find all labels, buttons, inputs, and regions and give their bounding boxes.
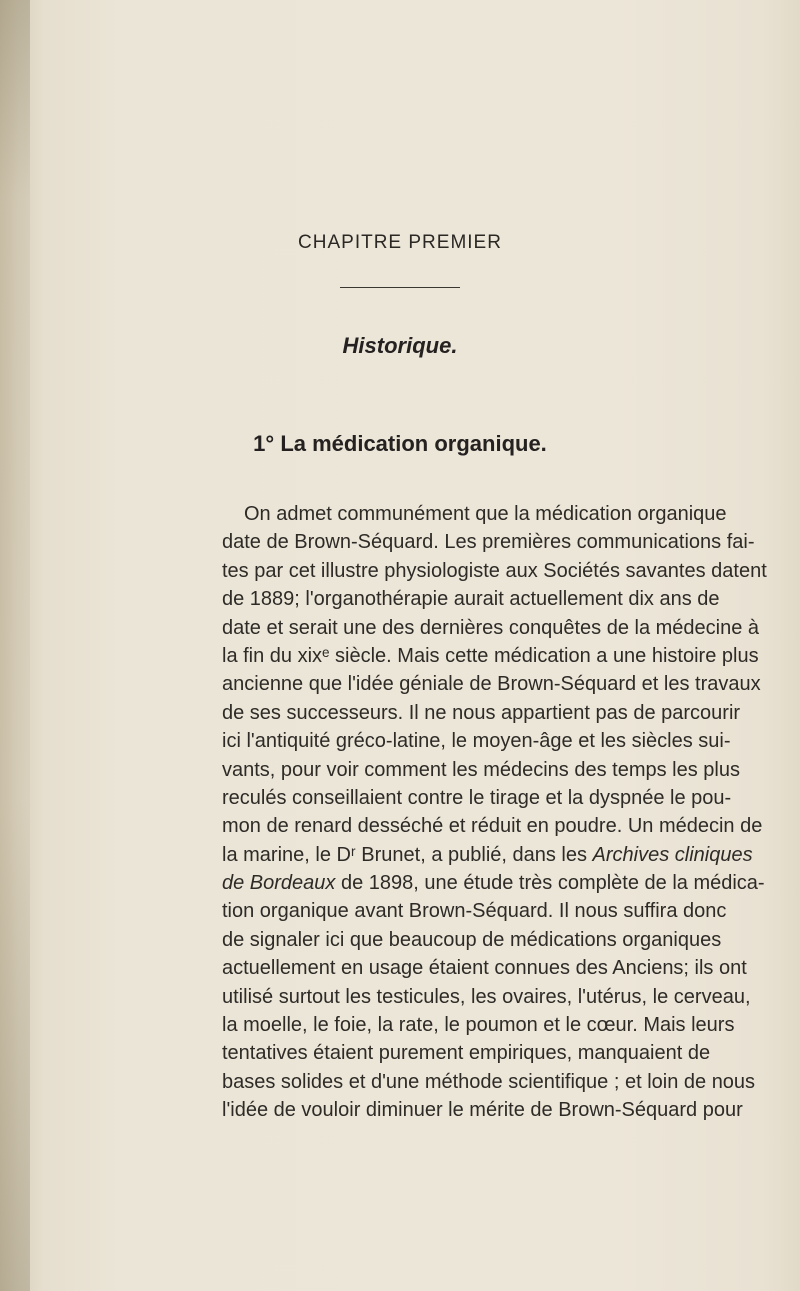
text-fragment: la marine, le Dʳ Brunet, a publié, dans les (222, 843, 593, 866)
separator-rule (340, 287, 460, 288)
text-line (222, 841, 753, 869)
text-line: ici l'antiquité gréco-latine, le moyen-âge et les siècles sui- (222, 730, 731, 753)
text-line: On admet communément que la médication organique (244, 503, 727, 525)
body-paragraph (222, 500, 767, 1125)
text-line: de signaler ici que beaucoup de médications organiques (222, 928, 722, 951)
text-line: bases solides et d'une méthode scientifique ; et loin de nous (222, 1070, 756, 1093)
subsection-title: 1° La médication organique. (253, 431, 547, 456)
journal-title-italic: Archives cliniques (592, 843, 753, 866)
text-line: ancienne que l'idée géniale de Brown-Séquard et les travaux (222, 673, 761, 696)
text-line: vants, pour voir comment les médecins des temps les plus (222, 758, 740, 781)
text-line: reculés conseillaient contre le tirage et la dyspnée le pou- (222, 786, 732, 809)
text-line: tes par cet illustre physiologiste aux Sociétés savantes datent (222, 559, 767, 582)
journal-title-italic: de Bordeaux (222, 872, 336, 895)
text-line: la fin du xixᵉ siècle. Mais cette médication a une histoire plus (222, 644, 759, 667)
text-line: la moelle, le foie, la rate, le poumon et le cœur. Mais leurs (222, 1014, 735, 1037)
text-line: l'idée de vouloir diminuer le mérite de Brown-Séquard pour (222, 1099, 743, 1122)
page-edge-stain (0, 0, 30, 1291)
text-line: de 1889; l'organothérapie aurait actuellement dix ans de (222, 588, 720, 611)
text-line: mon de renard desséché et réduit en poudre. Un médecin de (222, 815, 763, 838)
chapter-heading: CHAPITRE PREMIER (298, 232, 502, 253)
text-line: actuellement en usage étaient connues des Anciens; ils ont (222, 957, 747, 980)
text-line (222, 869, 765, 897)
section-title: Historique. (342, 333, 458, 358)
text-line: utilisé surtout les testicules, les ovaires, l'utérus, le cerveau, (222, 985, 751, 1008)
text-line: date de Brown-Séquard. Les premières communications fai- (222, 531, 755, 554)
text-fragment: de 1898, une étude très complète de la médica- (335, 872, 765, 895)
text-line: de ses successeurs. Il ne nous appartient pas de parcourir (222, 701, 741, 724)
text-line: date et serait une des dernières conquêtes de la médecine à (222, 616, 760, 639)
text-line: tentatives étaient purement empiriques, manquaient de (222, 1042, 711, 1065)
text-line: tion organique avant Brown-Séquard. Il nous suffira donc (222, 900, 727, 923)
